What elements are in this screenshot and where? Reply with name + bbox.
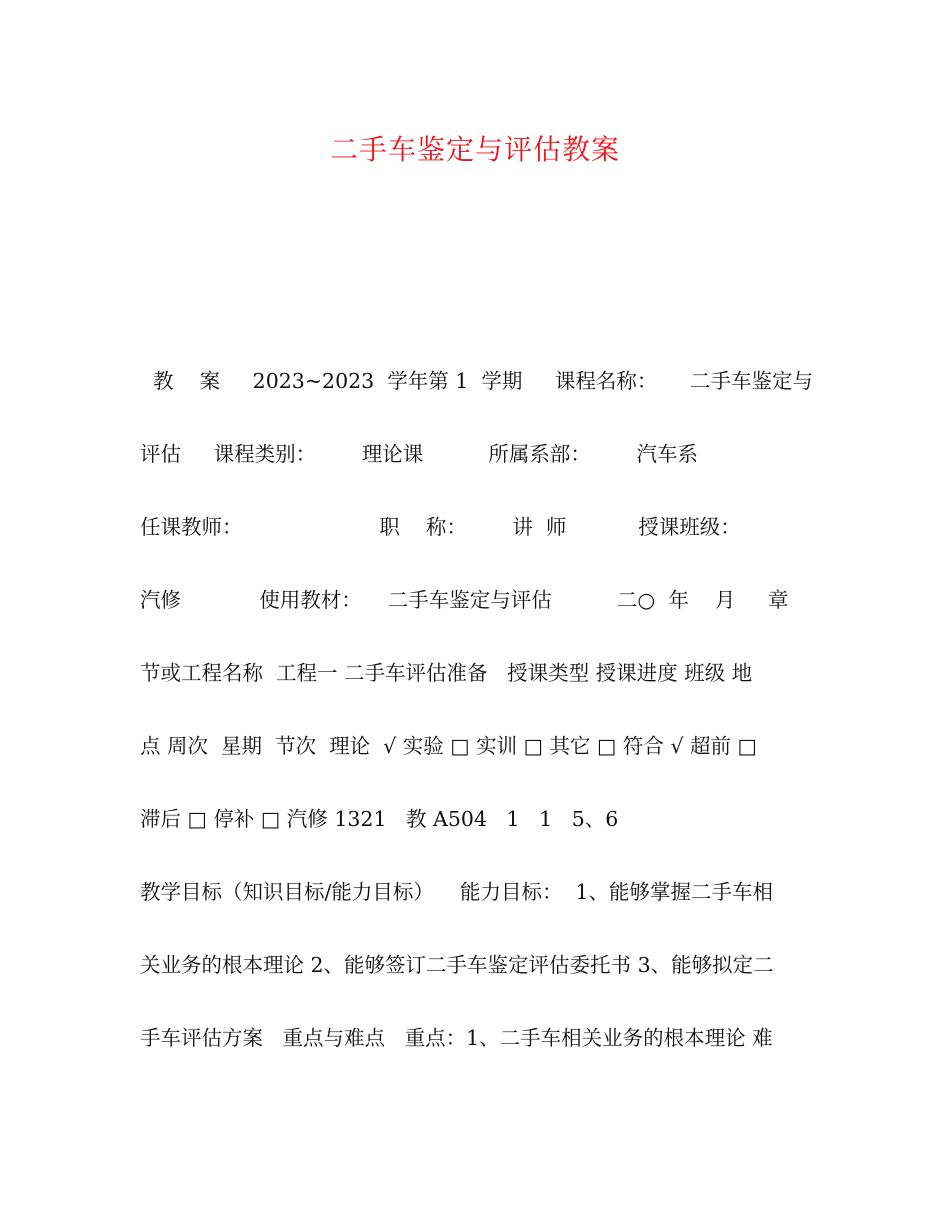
body-line: 教学目标（知识目标/能力目标） 能力目标： 1、能够掌握二手车相: [140, 880, 774, 904]
body-line: 汽修 使用教材： 二手车鉴定与评估 二○ 年 月 章: [140, 588, 789, 612]
body-line: 评估 课程类别： 理论课 所属系部： 汽车系: [140, 442, 698, 466]
body-line: 任课教师： 职 称： 讲 师 授课班级：: [140, 515, 741, 539]
body-line: 节或工程名称 工程一 二手车评估准备 授课类型 授课进度 班级 地: [140, 661, 753, 685]
body-line: 关业务的根本理论 2、能够签订二手车鉴定评估委托书 3、能够拟定二: [140, 953, 774, 977]
body-line: 手车评估方案 重点与难点 重点：1、二手车相关业务的根本理论 难: [140, 1026, 773, 1050]
body-line: 点 周次 星期 节次 理论 √ 实验 □ 实训 □ 其它 □ 符合 √ 超前 □: [140, 734, 757, 758]
body-line: 教 案 2023~2023 学年第 1 学期 课程名称： 二手车鉴定与: [140, 369, 813, 393]
body-line: 滞后 □ 停补 □ 汽修 1321 教 A504 1 1 5、6: [140, 807, 619, 831]
document-title: 二手车鉴定与评估教案: [329, 133, 620, 166]
document-body: [140, 366, 820, 1096]
